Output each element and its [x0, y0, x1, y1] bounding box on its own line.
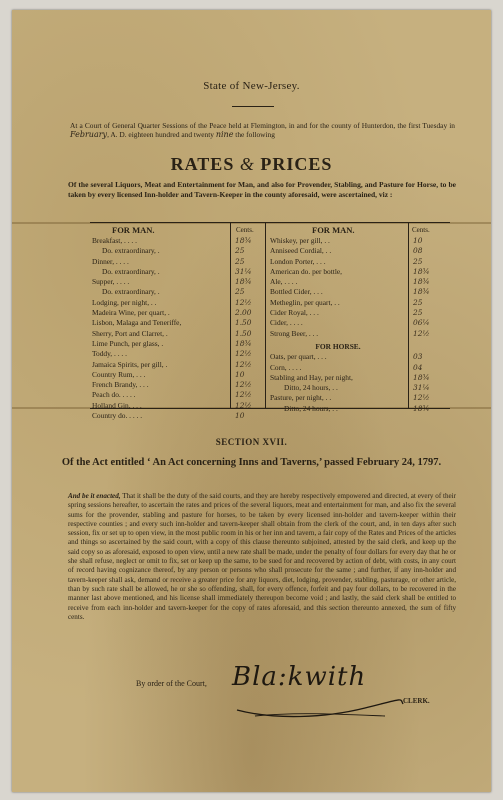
list-item: Dinner, . . . . — [92, 256, 129, 266]
list-item: Cider, . . . . — [270, 318, 303, 328]
list-item: Lime Punch, per glass, . — [92, 338, 164, 348]
price-value: 12½ — [413, 393, 430, 403]
price-value: 25 — [235, 246, 245, 256]
list-item: London Porter, . . . — [270, 256, 326, 266]
section-text: That it shall be the duty of the said courts, and they are hereby respectively empowered and directed, at every of their spring sessions hereafter, to ascertain the rates and prices of the several liquors, meat and entertainment for man, and also fix the several sums for the provender, stabling and pasture for horses, to be taken by every licensed inn-holder and tavern-keeper within their respective counties ; and every such inn-holder and tavern-keeper shall obtain from the clerk of the court, and, in ten days after such session, fix or set up to open view, in the most public room in his or her inn and tavern, a fair copy of the Rates and Prices of the articles and things so ascertained by the said court, with a copy of this clause thereunto subjoined, attested by the said clerk, and keep up the said copy so as aforesaid, exposed to open view, until a new rate shall be made, under the penalty of four dollars for every day that he or she shall refuse, neglect or omit to fix, set or keep up the same, to be sued for and recovered by action of debt, with costs, in any court of record having cognizance thereof, by any person or persons who shall prosecute for the same ; and further, if any inn-holder and tavern-keeper shall ask, demand or receive a greater price for any liquors, diet, lodging, provender, stabling, pasturage, or other article, than by such rate shall be allowed, he or she so offending, shall, for every offence, forfeit and pay four dollars, to be recovered in the manner last above mentioned, and his license shall immediately thereupon become void ; and lastly, the said clerk shall be entitled to receive from each inn-holder and tavern-keeper for the copy of rates aforesaid, and this section thereunto annexed, the sum of fifty cents. — [68, 492, 456, 621]
list-item: Jamaica Spirits, per gill, . — [92, 359, 168, 369]
price-value: 03 — [413, 352, 423, 362]
list-item: Country Rum, . . . — [92, 369, 146, 379]
price-value: 31¼ — [235, 266, 252, 276]
intro-text-start: At a Court of General Quarter Sessions of the Peace held at Flemington, in and for the county of Hunterdon, the first Tuesday in — [70, 121, 455, 130]
section-title: SECTION XVII. — [215, 437, 288, 447]
list-item: Peach do. . . . . — [92, 390, 136, 400]
intro-text-end: the following — [233, 130, 275, 139]
price-value: 18¾ — [413, 372, 430, 382]
price-value: 12½ — [235, 349, 252, 359]
column-divider — [265, 223, 266, 408]
left-cents-label: Cents. — [236, 226, 254, 234]
spacer — [413, 339, 447, 352]
price-value: 18¾ — [413, 403, 430, 413]
price-value: 2.00 — [235, 308, 252, 318]
list-item: Sherry, Port and Clarret, . — [92, 328, 168, 338]
list-item: Toddy, . . . . — [92, 349, 127, 359]
price-value: 25 — [235, 256, 245, 266]
rates-word: RATES — [170, 154, 235, 174]
price-value: 18¾ — [413, 266, 430, 276]
list-item: Bottled Cider, . . . — [270, 287, 323, 297]
list-item: Madeira Wine, per quart, . — [92, 308, 170, 318]
price-value: 12½ — [235, 400, 252, 410]
ampersand: & — [239, 154, 255, 174]
list-item: Supper, . . . . — [92, 277, 130, 287]
column-divider — [408, 223, 409, 408]
list-item: American do. per bottle, — [270, 266, 343, 276]
price-value: 06¼ — [413, 318, 430, 328]
list-item: French Brandy, . . . — [92, 380, 149, 390]
right-values-list — [413, 236, 447, 414]
list-item: Ditto, 24 hours, . . — [284, 403, 338, 413]
list-item: Whiskey, per gill, . . — [270, 236, 330, 245]
price-value: 25 — [413, 308, 423, 318]
list-item: Do. extraordinary, . — [102, 266, 160, 276]
list-item: Metheglin, per quart, . . — [270, 297, 340, 307]
price-value: 18¾ — [413, 277, 430, 287]
price-value: 12½ — [235, 390, 252, 400]
price-value: 25 — [235, 287, 245, 297]
price-value: 1.50 — [235, 328, 252, 338]
price-value: 18¾ — [235, 236, 252, 245]
right-items-list — [270, 236, 406, 414]
list-item: Do. extraordinary, . — [102, 246, 160, 256]
left-items-list — [92, 236, 228, 421]
list-item: Pasture, per night, . . — [270, 393, 332, 403]
price-value: 12½ — [235, 297, 252, 307]
handwritten-month: February — [70, 130, 108, 139]
price-value: 25 — [413, 256, 423, 266]
list-item: Oats, per quart, . . . — [270, 352, 327, 362]
price-value: 10 — [413, 236, 423, 245]
intro-text-middle: , A. D. eighteen hundred and twenty — [107, 130, 216, 139]
horse-header: FOR HORSE. — [315, 341, 361, 351]
act-title: Of the Act entitled ‘ An Act concerning Inns and Taverns,’ passed February 24, 1797. — [61, 457, 442, 468]
price-value: 10 — [235, 411, 245, 421]
list-item: Stabling and Hay, per night, — [270, 372, 353, 382]
rates-table — [90, 222, 450, 421]
list-item: Ditto, 24 hours, . . — [284, 383, 338, 393]
list-item: Anniseed Cordial, . . — [270, 246, 332, 256]
right-cents-label: Cents. — [412, 226, 430, 234]
list-item: Country do. . . . . — [92, 411, 143, 421]
price-value: 12½ — [413, 328, 430, 338]
section-body — [68, 492, 456, 622]
prices-word: PRICES — [260, 154, 333, 174]
price-value: 18¾ — [235, 338, 252, 348]
price-value: 12½ — [235, 380, 252, 390]
list-item: Do. extraordinary, . — [102, 287, 160, 297]
list-item: Holland Gin, . . . — [92, 400, 142, 410]
right-header: FOR MAN. — [312, 225, 355, 235]
column-divider — [230, 223, 231, 408]
price-value: 18¾ — [235, 277, 252, 287]
price-value: 1.50 — [235, 318, 252, 328]
divider-rule — [232, 106, 274, 107]
clerk-signature: Bla:kwith — [232, 662, 367, 692]
list-item: Strong Beer, . . . — [270, 328, 319, 338]
list-item: Cider Royal, . . . — [270, 308, 319, 318]
state-title: State of New-Jersey. — [203, 80, 300, 92]
enacting-clause: And be it enacted, — [68, 492, 121, 500]
list-item: Lodging, per night, . . — [92, 297, 157, 307]
list-item: Breakfast, . . . . — [92, 236, 137, 245]
left-values-list — [235, 236, 265, 421]
price-value: 04 — [413, 362, 423, 372]
list-item: Ale, . . . . — [270, 277, 298, 287]
price-value: 12½ — [235, 359, 252, 369]
intro-paragraph — [70, 121, 455, 139]
signature-flourish — [235, 690, 405, 720]
price-value: 08 — [413, 246, 423, 256]
left-header: FOR MAN. — [112, 225, 155, 235]
list-item: Corn, . . . . — [270, 362, 302, 372]
by-order-text: By order of the Court, — [136, 679, 207, 688]
price-value: 31¼ — [413, 383, 430, 393]
rates-description: Of the several Liquors, Meat and Entertainment for Man, and also for Provender, Stabling, and Pasture for Horse, to be taken by every licensed Inn-holder and Tavern-Keeper in the county aforesaid, were ascertained, viz : — [68, 180, 456, 199]
price-value: 18¾ — [413, 287, 430, 297]
price-value: 25 — [413, 297, 423, 307]
clerk-label: CLERK. — [403, 697, 430, 705]
handwritten-year: nine — [215, 130, 234, 139]
price-value: 10 — [235, 369, 245, 379]
list-item: Lisbon, Malaga and Teneriffe, — [92, 318, 182, 328]
rates-prices-title — [0, 154, 503, 175]
